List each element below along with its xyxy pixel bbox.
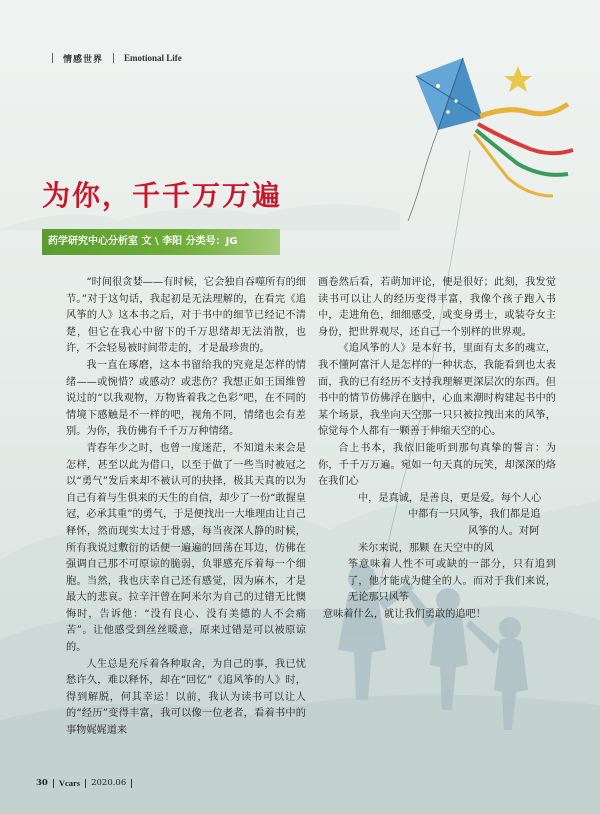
page-header [42,50,182,66]
article-title: 为你，千千万万遍 [42,179,283,212]
paragraph-line: 意味着什么，就让我们勇敢的追吧！ [323,608,486,620]
paragraph-line: 风筝的人。对阿 [468,525,540,537]
paragraph-line: 米尔来说，那颗 在天空中的风 [358,542,494,554]
paragraph: 青春年少之时，也曾一度迷茫，不知道未来会是怎样，甚至以此为借口，以至于做了一些当时被冠之以“勇气”发后来却不被认可的抉择，极其天真的以为自己有着与生俱来的天生的自信，却少了一份“敢握皇冠，必承其重”的勇气，于是便找出一大堆理由让自己释怀，然而现实太过于骨感，每当夜深人静的时候，所有我说过敷衍的话便一遍遍的回荡在耳边，仿佛在强调自己那不可原谅的脆弱，负罪感充斥着每一个细胞。当然，我也庆幸自己还有感觉，因为麻木，才是最大的悲哀。拉辛汗曾在阿米尔为自己的过错无比懊悔时，告诉他：“没有良心、没有美德的人不会痛苦”。让他感受到丝丝暖意，原来过错是可以被原谅的。 [66,442,306,654]
column-name-english: Emotional Life [124,53,182,63]
paragraph: 我一直在琢磨，这本书留给我的究竟是怎样的情绪——或惋惜？或感动？或悲伤？我想正如王国维曾说过的“以我观物，万物皆着我之色彩”吧，在不同的情境下感触是不一样的吧，视角不同，情绪也会有差别。为你，我仿佛有千千万万种情绪。 [66,359,306,438]
header-divider [113,53,114,63]
page-number: 30 [36,778,48,788]
footer-divider [53,779,54,788]
column-name: 情感世界 [63,54,104,65]
footer-divider [131,779,132,788]
page-footer [36,778,137,788]
issue-date: 2020.06 [91,778,127,788]
header-divider [52,53,53,63]
paragraph: 画卷然后看，若萌加评论，便是很好；此刻，我发觉读书可以让人的经历变得丰富，我像个孩子跑入书中，走进角色，细细感受，或变身勇士，或装夺女主身份，把世界观尽，还自己一个别样的世界观。 [318,277,556,338]
byline-banner: 药学研究中心分析室 文 \ 李阳 分类号：JG [42,229,280,255]
paragraph: “时间很贪婪——有时候，它会独自吞噬所有的细节。”对于这句话，我起初是无法理解的，在看完《追风筝的人》这本书之后，对于书中的细节已经记不清楚，但它在我心中留下的千万思绪却无法消散，也许，不会轻易被时间带走的，才是最珍贵的。 [66,277,306,355]
right-text-column [318,275,556,623]
paragraph-line: 中都有一只风筝，我们都是追 [408,509,541,521]
left-text-column [66,275,306,740]
paragraph-line: 中，是真诚，是善良，更是爱。每个人心 [358,492,542,504]
paragraph-line: 筝意味着人性不可或缺的一部分，只有追到了，他才能成为健全的人。而对于我们来说，无论那只风筝 [348,559,556,604]
footer-divider [85,779,86,788]
paragraph-line: 合上书本，我依旧能听到那句真挚的誓言：为你，千千万万遍。宛如一句天真的玩笑，却深深的烙在我们心 [318,442,556,488]
paragraph: 《追风筝的人》是本好书，里面有太多的魂立，我不懂阿富汗人是怎样的一种状态，我能看到也太表面，我的已有经历不支持我理解更深层次的东西。但书中的情节仿佛浮在脑中，心血来潮时构建起书中的某个场景，我坐向天空那一只只被拉拽出来的风筝，惊觉每个人都有一颗善于伸缩天空的心。 [318,343,556,438]
kite-illustration [368,46,578,221]
paragraph: 人生总是充斥着各种取舍，为自己的事，我已忧愁许久，难以释怀，却在“回忆”《追风筝的人》时，得到解脱，何其幸运！以前，我认为读书可以让人的“经历”变得丰富，我可以像一位老者，看着书中的事物娓娓道来 [66,658,306,737]
magazine-name: Vcars [58,778,81,788]
